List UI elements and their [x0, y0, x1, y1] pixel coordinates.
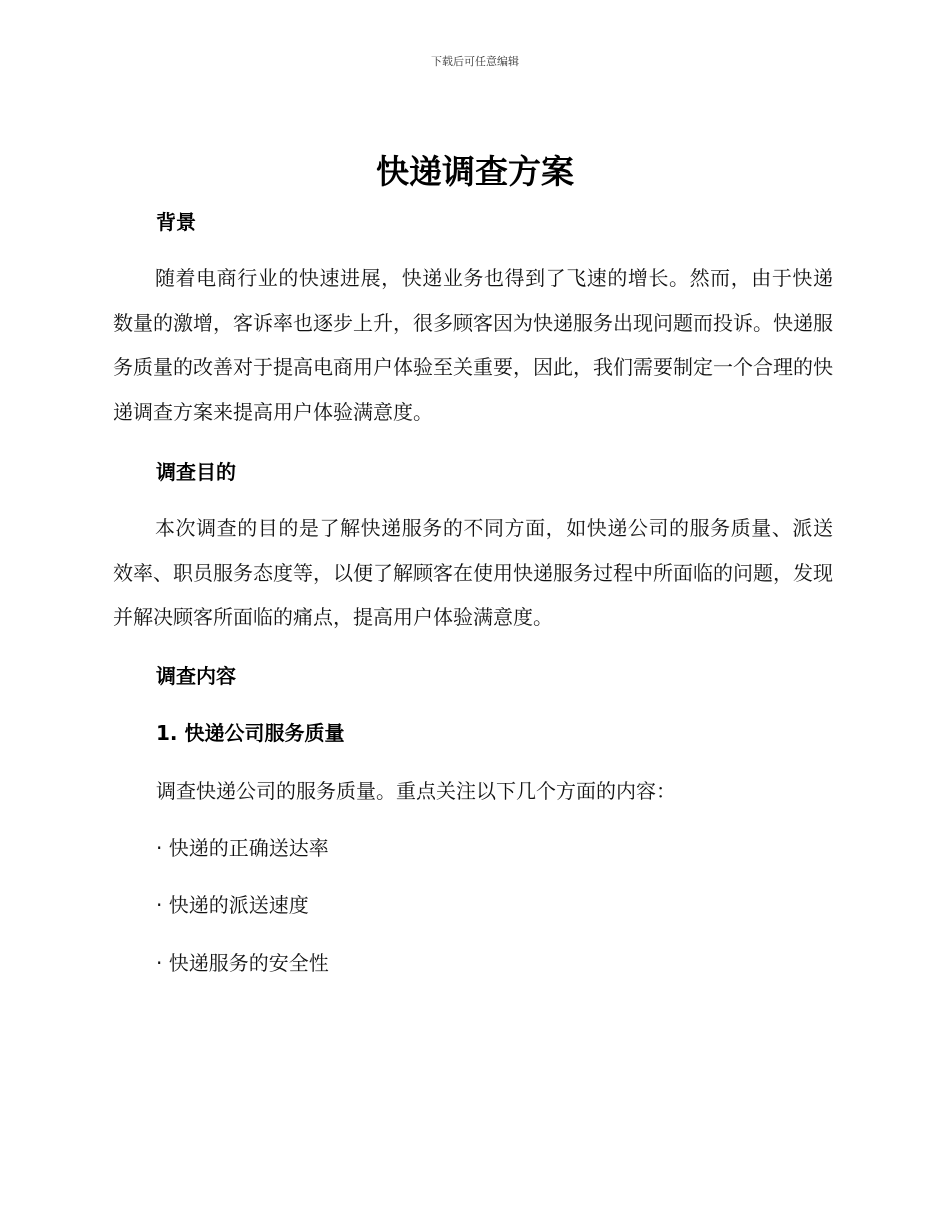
section-heading-purpose: 调查目的 — [156, 460, 236, 484]
section-heading-content: 调查内容 — [156, 664, 236, 688]
document-title: 快递调查方案 — [376, 152, 574, 191]
page-header: 下载后可任意编辑 — [431, 55, 519, 68]
background-paragraph: 随着电商行业的快速进展，快递业务也得到了飞速的增长。然而，由于快递数量的激增，客诉率也逐步上升，很多顾客因为快递服务出现问题而投诉。快递服务质量的改善对于提高电商用户体验至关重要，因此，我们需要制定一个合理的快递调查方案来提高用户体验满意度。 — [113, 266, 833, 424]
subheading-service-quality: 1. 快递公司服务质量 — [156, 721, 345, 745]
content-intro: 调查快递公司的服务质量。重点关注以下几个方面的内容： — [156, 779, 676, 803]
bullet-item: · 快递服务的安全性 — [156, 951, 329, 975]
purpose-paragraph: 本次调查的目的是了解快递服务的不同方面，如快递公司的服务质量、派送效率、职员服务态度等，以便了解顾客在使用快递服务过程中所面临的问题，发现并解决顾客所面临的痛点，提高用户体验满意度。 — [113, 516, 833, 629]
bullet-item: · 快递的派送速度 — [156, 893, 309, 917]
bullet-item: · 快递的正确送达率 — [156, 836, 329, 860]
section-heading-background: 背景 — [156, 210, 196, 234]
